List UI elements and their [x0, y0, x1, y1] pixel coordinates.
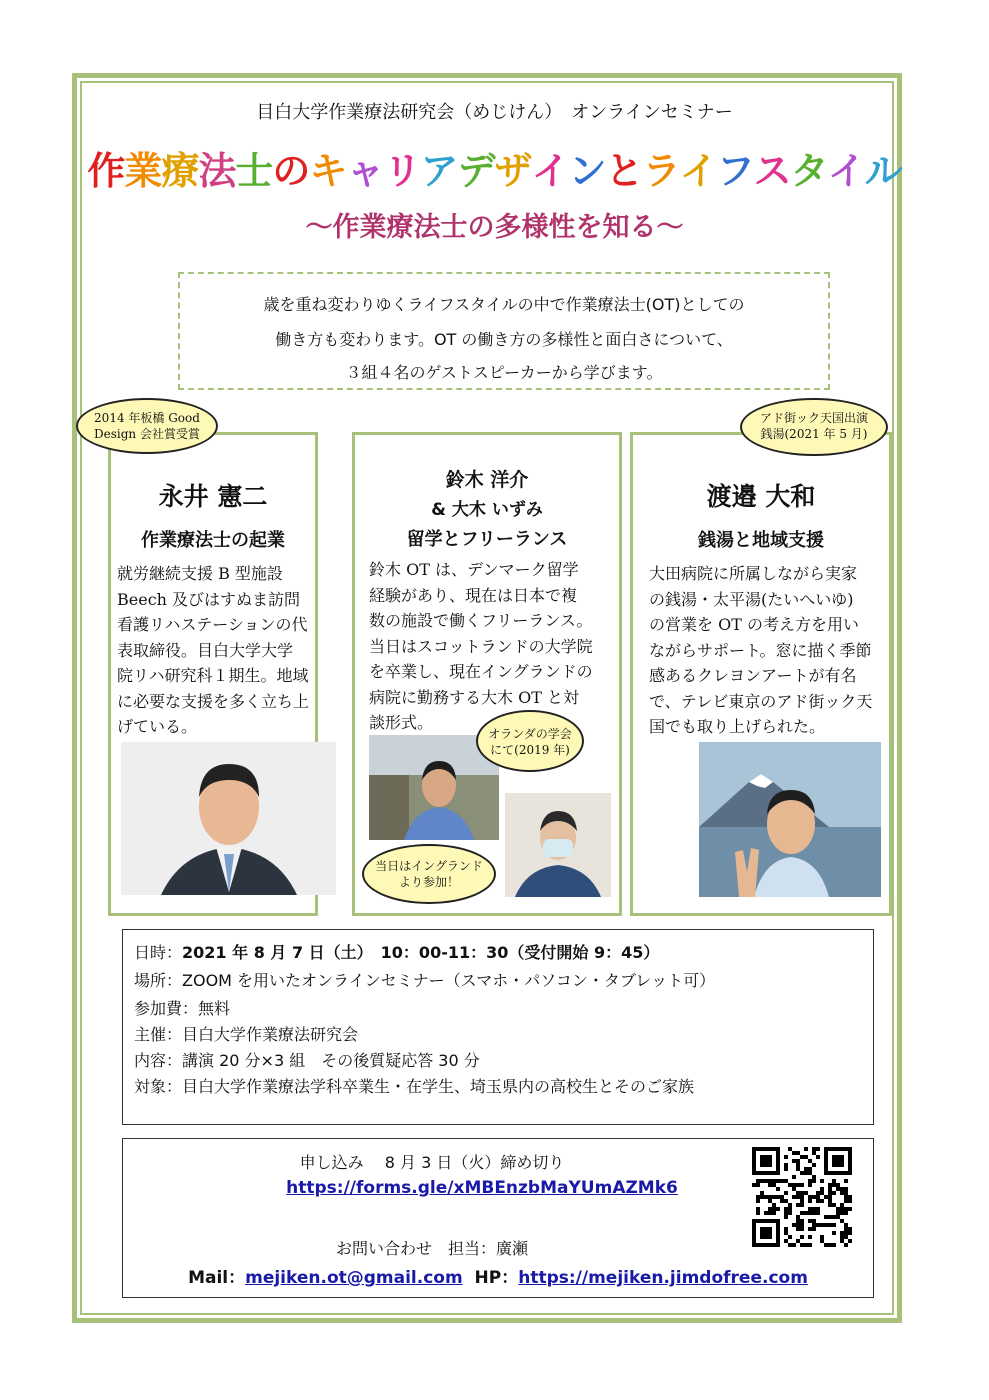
- desc-line: 経験があり、現在は日本で複: [369, 585, 578, 605]
- title-char: の: [272, 149, 310, 193]
- content-value: 講演 20 分×3 組 その後質疑応答 30 分: [182, 1051, 480, 1070]
- bubble-line: オランダの学会: [488, 727, 572, 741]
- form-link[interactable]: https://forms.gle/xMBEnzbMaYUmAZMk6: [286, 1178, 678, 1198]
- desc-line: の営業を OT の考え方を用い: [649, 615, 859, 634]
- target-label: 対象：: [134, 1077, 183, 1096]
- speaker-topic: 作業療法士の起業: [141, 530, 285, 551]
- host-value: 目白大学作業療法研究会: [182, 1025, 359, 1044]
- title-char: リ: [383, 149, 421, 193]
- desc-line: 病院に勤務する大木 OT と対: [369, 687, 579, 707]
- title-char: 作: [87, 149, 125, 193]
- mail-label: Mail：: [188, 1268, 246, 1288]
- title-char: キ: [309, 149, 347, 193]
- speaker-topic: 留学とフリーランス: [406, 529, 568, 550]
- desc-line: の銭湯・太平湯(たいへいゆ): [649, 589, 854, 609]
- join-note-bubble: [362, 844, 496, 904]
- speaker-panel-right: [630, 432, 892, 916]
- desc-line: 表取締役。目白大学大学: [117, 640, 294, 660]
- place-label: 場所：: [134, 971, 183, 990]
- title-char: 士: [235, 149, 273, 193]
- speaker-topic: 銭湯と地域支援: [698, 530, 824, 551]
- hp-label: HP：: [474, 1268, 519, 1288]
- desc-line: 院リハ研究科１期生。地域: [117, 666, 309, 685]
- desc-line: Beech 及びはすぬま訪問: [117, 589, 301, 609]
- intro-line-3: ３組４名のゲストスピーカーから学びます。: [345, 363, 663, 382]
- page-title: [0, 140, 989, 195]
- bubble-line: アド街ック天国出演: [759, 411, 868, 425]
- bubble-line: Design 会社賞受賞: [94, 427, 200, 441]
- info-target: [134, 1074, 694, 1097]
- desc-line: 数の施設で働くフリーランス。: [369, 611, 593, 630]
- title-char: ザ: [494, 149, 532, 193]
- speaker-photo-2: [505, 793, 611, 897]
- speaker-name-2: & 大木 いずみ: [431, 500, 543, 520]
- deadline-text: 申し込み 8 月 3 日（火）締め切り: [299, 1153, 565, 1172]
- bubble-line: 当日はイングランド: [375, 859, 483, 873]
- title-char: ン: [568, 149, 606, 193]
- speaker-panel-left: [108, 432, 318, 916]
- desc-line: 談形式。: [369, 713, 434, 732]
- bubble-line: にて(2019 年): [490, 743, 570, 757]
- desc-line: ながらサポート。窓に描く季節: [649, 640, 872, 660]
- title-char: ル: [864, 149, 902, 193]
- speaker-photo: [121, 742, 336, 895]
- title-char: ャ: [346, 149, 384, 193]
- bubble-line: 2014 年板橋 Good: [94, 411, 200, 425]
- title-char: 法: [198, 149, 236, 193]
- title-char: 療: [161, 149, 199, 193]
- speaker-panel-middle: [352, 432, 622, 916]
- page-subtitle: ～作業療法士の多様性を知る～: [305, 212, 684, 243]
- desc-line: 感あるクレヨンアートが有名: [649, 666, 857, 685]
- mail-link[interactable]: mejiken.ot@gmail.com: [245, 1268, 463, 1288]
- title-char: ス: [753, 149, 791, 193]
- title-char: イ: [679, 149, 717, 193]
- info-fee: [134, 996, 230, 1019]
- place-value: ZOOM を用いたオンラインセミナー（スマホ・パソコン・タブレット可）: [182, 971, 716, 990]
- org-line: 目白大学作業療法研究会（めじけん） オンラインセミナー: [256, 102, 733, 123]
- speaker-photo: [699, 742, 881, 897]
- title-char: イ: [827, 149, 865, 193]
- title-char: ラ: [642, 149, 680, 193]
- title-char: デ: [457, 149, 495, 193]
- bubble-line: 銭湯(2021 年 5 月): [760, 427, 868, 441]
- title-char: タ: [790, 149, 828, 193]
- speaker-name: 渡邉 大和: [706, 482, 816, 511]
- contact-text: お問い合わせ 担当：廣瀬: [335, 1239, 528, 1258]
- desc-line: に必要な支援を多く立ち上: [117, 691, 310, 711]
- content-label: 内容：: [134, 1051, 183, 1070]
- speaker-name: 永井 憲二: [158, 482, 268, 511]
- bubble-line: より参加！: [398, 875, 459, 889]
- hp-link[interactable]: https://mejiken.jimdofree.com: [518, 1268, 808, 1288]
- speaker-desc: [117, 561, 317, 740]
- title-char: イ: [531, 149, 569, 193]
- title-char: フ: [716, 149, 754, 193]
- tv-appearance-bubble: [740, 398, 888, 456]
- date-value: 2021 年 8 月 7 日（土） 10：00-11：30（受付開始 9：45）: [182, 943, 660, 962]
- qr-code-icon[interactable]: [752, 1147, 852, 1247]
- desc-line: 鈴木 OT は、デンマーク留学: [369, 560, 579, 579]
- desc-line: 国でも取り上げられた。: [649, 717, 826, 736]
- contact-links: [122, 1263, 874, 1288]
- desc-line: で、テレビ東京のアド街ック天: [649, 691, 873, 711]
- intro-line-2: 働き方も変わります。OT の働き方の多様性と面白さについて、: [275, 330, 733, 349]
- speaker-desc: [369, 557, 619, 736]
- title-char: 業: [124, 149, 162, 193]
- photo-caption-bubble: [476, 710, 584, 772]
- desc-line: を卒業し、現在イングランドの: [369, 662, 593, 681]
- info-content: [134, 1048, 480, 1071]
- desc-line: 看護リハステーションの代: [117, 615, 308, 634]
- award-bubble: [76, 398, 218, 454]
- intro-line-1: 歳を重ね変わりゆくライフスタイルの中で作業療法士(OT)としての: [263, 295, 745, 314]
- desc-line: 当日はスコットランドの大学院: [369, 636, 593, 656]
- speaker-desc: [649, 561, 889, 740]
- target-value: 目白大学作業療法学科卒業生・在学生、埼玉県内の高校生とそのご家族: [182, 1077, 695, 1096]
- fee-label: 参加費：: [134, 999, 199, 1018]
- info-date: [134, 940, 659, 963]
- info-place: [134, 968, 715, 991]
- speaker-name-1: 鈴木 洋介: [445, 469, 529, 491]
- host-label: 主催：: [134, 1025, 183, 1044]
- title-char: と: [605, 149, 643, 193]
- desc-line: 就労継続支援 B 型施設: [117, 564, 283, 583]
- date-label: 日時：: [134, 943, 183, 962]
- title-char: ア: [420, 149, 458, 193]
- desc-line: 大田病院に所属しながら実家: [649, 564, 858, 583]
- desc-line: げている。: [117, 717, 198, 736]
- fee-value: 無料: [198, 999, 231, 1018]
- info-host: [134, 1022, 358, 1045]
